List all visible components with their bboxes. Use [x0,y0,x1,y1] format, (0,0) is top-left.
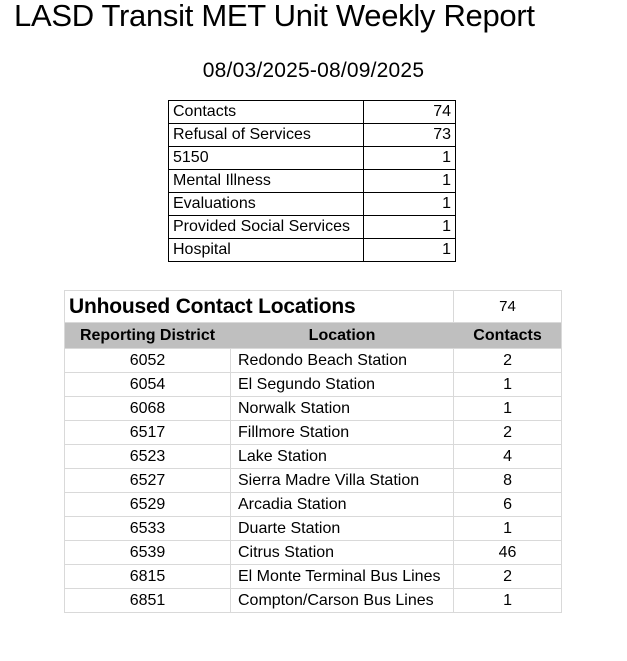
report-date-range: 08/03/2025-08/09/2025 [202,59,425,82]
location-row-district: 6533 [65,517,231,541]
location-row-district: 6815 [65,565,231,589]
location-row-district: 6054 [65,373,231,397]
summary-row-label: 5150 [169,147,364,170]
location-row [65,541,562,565]
location-row-contacts: 46 [454,541,562,565]
summary-row [169,147,456,170]
location-row [65,373,562,397]
location-row-name: Arcadia Station [231,493,454,517]
location-row-district: 6527 [65,469,231,493]
summary-row [169,239,456,262]
location-row [65,589,562,613]
location-row-name: Fillmore Station [231,421,454,445]
page-title: LASD Transit MET Unit Weekly Report [14,0,535,33]
location-row-district: 6523 [65,445,231,469]
summary-row-value: 1 [364,193,456,216]
location-row-district: 6529 [65,493,231,517]
location-row-contacts: 1 [454,589,562,613]
unhoused-contact-locations-table [64,290,562,613]
location-row-contacts: 1 [454,373,562,397]
location-row [65,421,562,445]
location-row [65,349,562,373]
summary-row-label: Provided Social Services [169,216,364,239]
locations-table-body [65,349,562,613]
location-row-name: Duarte Station [231,517,454,541]
location-row-name: Compton/Carson Bus Lines [231,589,454,613]
summary-row [169,170,456,193]
location-row-name: El Monte Terminal Bus Lines [231,565,454,589]
location-row-district: 6517 [65,421,231,445]
location-row [65,493,562,517]
location-row [65,565,562,589]
summary-row-label: Contacts [169,101,364,124]
summary-table-body [169,101,456,262]
location-row-contacts: 2 [454,421,562,445]
locations-table-title: Unhoused Contact Locations [65,291,454,323]
location-row-name: El Segundo Station [231,373,454,397]
location-row-name: Lake Station [231,445,454,469]
location-row-district: 6851 [65,589,231,613]
summary-row-value: 73 [364,124,456,147]
locations-table-header-row [65,323,562,349]
location-row-name: Citrus Station [231,541,454,565]
location-row-contacts: 1 [454,517,562,541]
summary-row-value: 1 [364,216,456,239]
location-row [65,469,562,493]
summary-row [169,216,456,239]
location-row-district: 6052 [65,349,231,373]
location-row-contacts: 2 [454,565,562,589]
column-header-contacts: Contacts [454,323,562,349]
summary-row-label: Mental Illness [169,170,364,193]
summary-row-label: Refusal of Services [169,124,364,147]
location-row-contacts: 6 [454,493,562,517]
location-row-district: 6539 [65,541,231,565]
location-row [65,517,562,541]
location-row [65,397,562,421]
location-row-contacts: 2 [454,349,562,373]
location-row-name: Norwalk Station [231,397,454,421]
location-row-district: 6068 [65,397,231,421]
summary-row [169,193,456,216]
summary-row-value: 1 [364,170,456,193]
location-row [65,445,562,469]
location-row-name: Sierra Madre Villa Station [231,469,454,493]
location-row-contacts: 1 [454,397,562,421]
summary-row-label: Hospital [169,239,364,262]
summary-row-value: 1 [364,147,456,170]
summary-row-value: 1 [364,239,456,262]
column-header-reporting-district: Reporting District [65,323,231,349]
locations-total-contacts: 74 [454,291,562,323]
location-row-contacts: 8 [454,469,562,493]
summary-table [168,100,456,262]
location-row-name: Redondo Beach Station [231,349,454,373]
summary-row-value: 74 [364,101,456,124]
summary-row [169,101,456,124]
location-row-contacts: 4 [454,445,562,469]
locations-table-title-row [65,291,562,323]
column-header-location: Location [231,323,454,349]
summary-row-label: Evaluations [169,193,364,216]
summary-row [169,124,456,147]
